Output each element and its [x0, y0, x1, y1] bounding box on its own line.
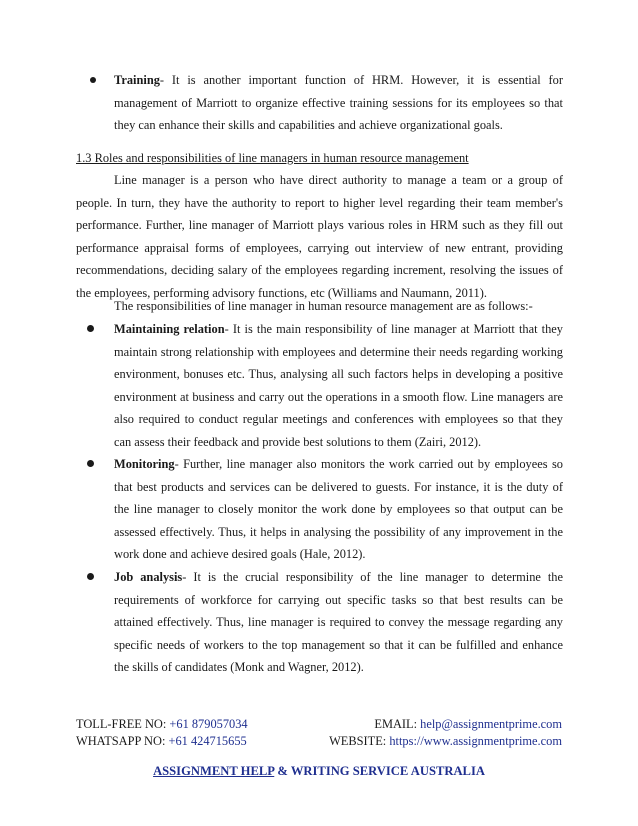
intro-paragraph: Line manager is a person who have direct authority to manage a team or a group of people. In turn, they have the authority to report to higher level regarding their team member's performance. Further, line manager of Marriott plays various roles in HRM such as they fill out performance appraisal forms of employees, carrying out interview of new entrant, providing recommendations, deciding salary of the employees regarding increment, resolving the issues of the employees, performing advisory functions, etc (Williams and Naumann, 2011). — [76, 173, 563, 300]
bullet-maintaining-relation — [114, 318, 563, 454]
bullet-icon — [87, 573, 94, 580]
website-label: WEBSITE: — [329, 734, 390, 748]
bullet-term: Job analysis — [114, 570, 183, 584]
bullet-icon — [87, 325, 94, 332]
bullet-icon — [87, 460, 94, 467]
website-line — [329, 733, 562, 750]
bullet-text: - It is the main responsibility of line manager at Marriott that they maintain strong relationship with employees and determine their needs regarding working environment, bonuses etc. Thus, analysing all such factors helps in developing a positive environment at business and carry out the operations in a smooth flow. Line managers are also required to conduct regular meetings and conferences with employees so that they can assess their feedback and provide best solutions to them (Zairi, 2012). — [114, 322, 563, 449]
footer-contact-phones — [76, 716, 248, 750]
email-link[interactable]: help@assignmentprime.com — [420, 717, 562, 731]
whatsapp-label: WHATSAPP NO: — [76, 734, 169, 748]
footer-title-rest: & WRITING SERVICE AUSTRALIA — [274, 764, 485, 778]
bullet-icon — [90, 77, 96, 83]
bullet-training — [114, 69, 563, 137]
lead-paragraph: The responsibilities of line manager in human resource management are as follows:- — [114, 299, 533, 313]
bullet-term: Training — [114, 73, 160, 87]
email-line — [329, 716, 562, 733]
footer-contact-web — [329, 716, 562, 750]
footer-title — [0, 760, 638, 783]
section-heading: 1.3 Roles and responsibilities of line managers in human resource management — [76, 151, 469, 165]
website-link[interactable]: https://www.assignmentprime.com — [389, 734, 562, 748]
tollfree-label: TOLL-FREE NO: — [76, 717, 170, 731]
assignment-help-link[interactable]: ASSIGNMENT HELP — [153, 764, 275, 778]
bullet-text: - Further, line manager also monitors the work carried out by employees so that best products and services can be delivered to guests. For instance, it is the duty of the line manager to closely monitor the work done by employees so that output can be assessed effectively. Thus, it helps in analysing the possibility of any improvement in the work done and achieve desired goals (Hale, 2012). — [114, 457, 563, 562]
whatsapp-line — [76, 733, 248, 750]
tollfree-number-link[interactable]: +61 879057034 — [169, 717, 248, 731]
bullet-job-analysis — [114, 566, 563, 679]
email-label: EMAIL: — [374, 717, 421, 731]
tollfree-line — [76, 716, 248, 733]
bullet-term: Monitoring — [114, 457, 175, 471]
bullet-text: - It is the crucial responsibility of the line manager to determine the requirements of workforce for carrying out specific tasks so that best results can be attained effectively. Thus, line manager is required to convey the message regarding any specific needs of workers to the top management so that it can be fulfilled and enhance the skills of candidates (Monk and Wagner, 2012). — [114, 570, 563, 675]
bullet-term: Maintaining relation — [114, 322, 225, 336]
bullet-monitoring — [114, 453, 563, 566]
bullet-text: - It is another important function of HRM. However, it is essential for management of Marriott to organize effective training sessions for its employees so that they can enhance their skills and capabilities and achieve organizational goals. — [114, 73, 563, 133]
whatsapp-number-link[interactable]: +61 424715655 — [168, 734, 247, 748]
